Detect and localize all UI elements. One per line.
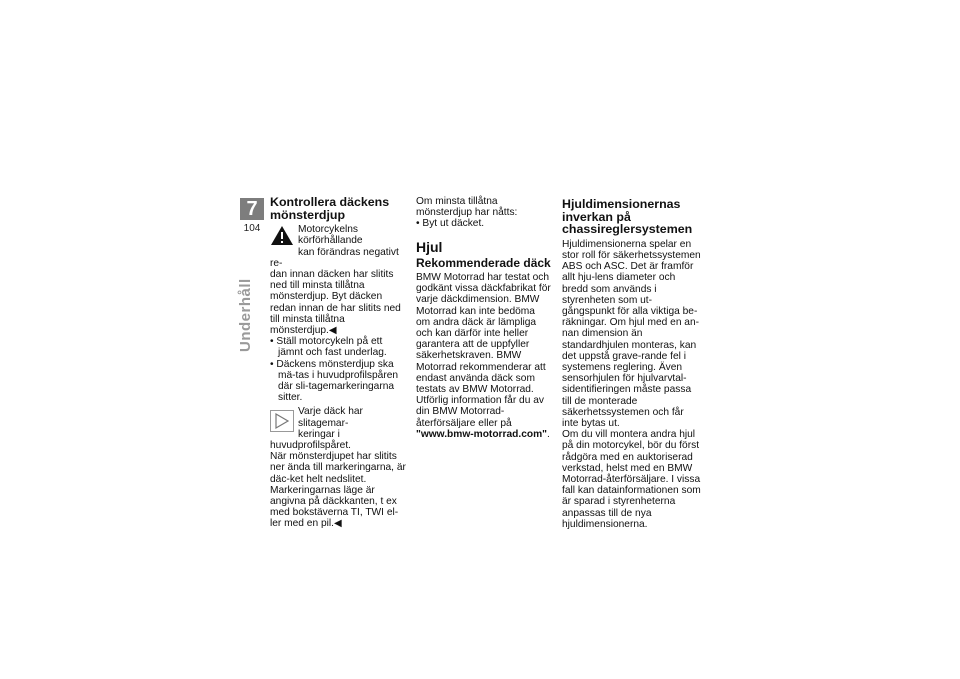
- dimensions-text-2: Om du vill montera andra hjul på din motorcykel, bör du först rådgöra med en auktoriserad verkstad, helst med en BMW Motorrad-återförsäljare. I vissa fall kan datainformationen som är sparad i styrenheterna anpassas till de nya hjuldimensionerna.: [562, 429, 701, 530]
- warning-line: Motorcykelns körförhållande: [298, 224, 363, 247]
- list-item: • Däckens mönsterdjup ska mä-tas i huvudprofilspåren där sli-tagemarkeringarna sitter.: [270, 358, 399, 404]
- warning-rest: dan innan däcken har slitits ned till minsta tillåtna mönsterdjup. Byt däcken redan innan de har slitits ned till minsta tillåtna mönsterdjup.◀: [270, 269, 401, 337]
- list-item: • Ställ motorcykeln på ett jämnt och fast underlag.: [270, 336, 387, 359]
- chapter-tab: 7: [240, 198, 264, 220]
- note-line: Varje däck har slitagemar-: [298, 406, 363, 429]
- list-item: • Byt ut däcket.: [416, 218, 485, 230]
- page-number: 104: [243, 223, 261, 234]
- website-link[interactable]: "www.bmw-motorrad.com": [416, 428, 547, 440]
- column-2: [416, 196, 551, 440]
- end-mark: ◀: [328, 325, 337, 337]
- dimensions-text: Hjuldimensionerna spelar en stor roll för säkerhetssystemen ABS och ASC. Det är framför allt hju-lens diameter och bredd som används i styrenheten som ut-gångspunkt för alla viktiga be-räkningar. Om hjul med en an-nan dimension än standardhjulen monteras, kan det uppstå grave-rande fel i systemens reglering. Även sensorhjulen för hjulvarvtal-sidentifieringen måste passa till de monterade säkerhetssystemen och får inte bytas ut.: [562, 238, 701, 430]
- dimensions-heading: Hjuldimensionernas inverkan på chassireglersystemen: [562, 197, 693, 237]
- column-1: [270, 196, 408, 530]
- note-rest: När mönsterdjupet har slitits ner ända till markeringarna, är däc-ket helt nedslitet. Markeringarnas läge är angivna på däckkanten, t ex med bokstäverna TI, TWI el-ler med en pil.◀: [270, 451, 406, 530]
- note-line: keringar i huvudprofilspåret.: [270, 428, 351, 452]
- column-3: [562, 196, 702, 530]
- tread-heading: Kontrollera däckens mönsterdjup: [270, 195, 390, 222]
- tyres-subheading: Rekommenderade däck: [416, 255, 551, 270]
- warning-line: kan förändras negativt re-: [270, 246, 399, 269]
- wheels-heading: Hjul: [416, 238, 443, 255]
- warning-icon: [270, 225, 294, 246]
- section-label: Underhåll: [237, 278, 254, 352]
- note-icon: [270, 410, 294, 432]
- end-mark: ◀: [334, 518, 342, 530]
- tyres-text: BMW Motorrad har testat och godkänt vissa däckfabrikat för varje däckdimension. BMW Motorrad kan inte bedöma om andra däck är lämpliga och kan därför inte heller garantera att de uppfyller säkerhetskraven. BMW Motorrad rekommenderar att endast använda däck som testats av BMW Motorrad. Utförlig information får du av din BMW Motorrad-återförsäljare eller på "www.bmw-motorrad.com".: [416, 272, 551, 440]
- intro-text: Om minsta tillåtna mönsterdjup har nåtts:: [416, 196, 518, 219]
